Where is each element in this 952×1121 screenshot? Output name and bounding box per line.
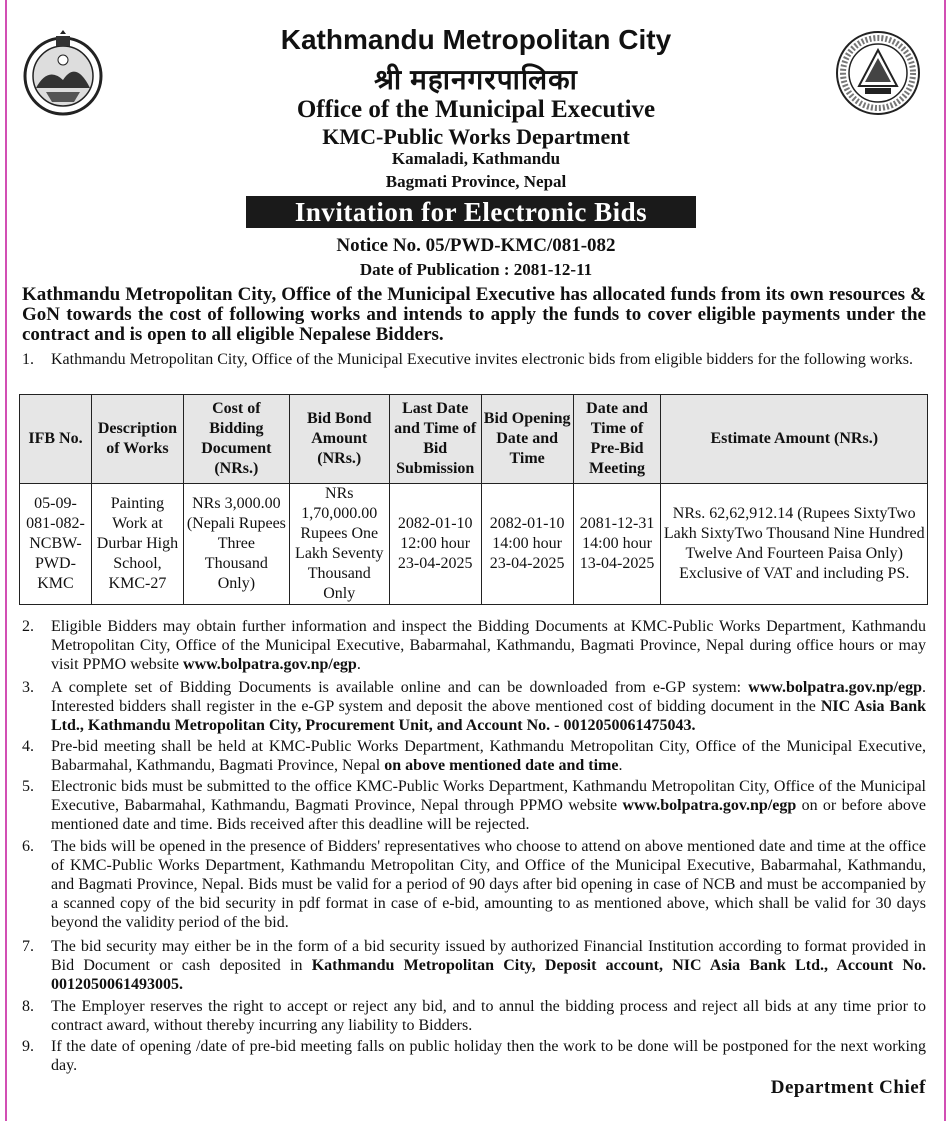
list-item xyxy=(22,837,926,932)
org-name: Kathmandu Metropolitan City xyxy=(280,24,672,55)
cell-last-date: 2082-01-10 12:00 hour 23-04-2025 xyxy=(389,484,481,605)
item-number: 8. xyxy=(22,998,34,1015)
item-text: If the date of opening /date of pre-bid meeting falls on public holiday then the work to be done will be postponed for the next working day. xyxy=(51,1038,926,1074)
bid-table xyxy=(19,394,928,605)
item-tail-text: . xyxy=(356,656,361,673)
item-number: 1. xyxy=(22,351,34,368)
item-bold-text: Kathmandu Metropolitan City, Deposit account, NIC Asia Bank Ltd., Account No. 0012050061493005. xyxy=(51,957,926,993)
cell-description: Painting Work at Durbar High School, KMC-27 xyxy=(91,484,183,605)
item-text: Eligible Bidders may obtain further information and inspect the Bidding Documents at KMC-Public Works Department, Kathmandu Metropolitan City, Office of the Municipal Executive, Babarmahal, Kathmandu, Bagmati Province, Nepal during office hours or may visit PPMO website xyxy=(51,618,926,673)
list-item xyxy=(22,350,926,369)
item-number: 2. xyxy=(22,618,34,635)
page-title: Invitation for Electronic Bids xyxy=(246,196,696,228)
office-name: Office of the Municipal Executive xyxy=(296,96,656,123)
header-cost: Cost of Bidding Document (NRs.) xyxy=(183,395,289,484)
list-item xyxy=(22,997,926,1035)
table-row xyxy=(20,484,928,605)
department-name: KMC-Public Works Department xyxy=(322,124,630,149)
header-bid-bond: Bid Bond Amount (NRs.) xyxy=(289,395,389,484)
address-line1: Kamaladi, Kathmandu xyxy=(391,149,561,168)
item-number: 7. xyxy=(22,938,34,955)
item-number: 6. xyxy=(22,838,34,855)
item-number: 9. xyxy=(22,1038,34,1055)
list-item xyxy=(22,617,926,674)
header-opening-date: Bid Opening Date and Time xyxy=(481,395,573,484)
item-text: The bids will be opened in the presence of Bidders' representatives who choose to attend on above mentioned date and time at the office of KMC-Public Works Department, Kathmandu Metropolitan City, and Office of the Municipal Executive, Babarmahal, Kathmandu, and Bagmati Province, Nepal. Bids must be valid for a period of 90 days after bid opening in case of NCB and must be accompanied by a scanned copy of the bid security in pdf format in case of e-bid, amounting to as mentioned above, which shall be valid for 30 days beyond the validity period of the bid. xyxy=(51,838,926,931)
item-text: Pre-bid meeting shall be held at KMC-Public Works Department, Kathmandu Metropolitan City, Office of the Municipal Executive, Babarmahal, Kathmandu, Bagmati Province, Nepal xyxy=(51,738,926,774)
item-text: The Employer reserves the right to accept or reject any bid, and to annul the bidding process and reject all bids at any time prior to contract award, without thereby incurring any liability to Bidders. xyxy=(51,998,926,1034)
item-mid-text: . Interested bidders shall register in the e-GP system and deposit the above mentioned cost of bidding document in the xyxy=(51,679,926,715)
item-number: 5. xyxy=(22,778,34,795)
header-prebid: Date and Time of Pre-Bid Meeting xyxy=(573,395,661,484)
item-bold-text: www.bolpatra.gov.np/egp xyxy=(622,797,797,814)
list-item xyxy=(22,1037,926,1075)
item-bold-text: on above mentioned date and time xyxy=(384,757,619,774)
table-header-row xyxy=(20,395,928,484)
notice-number: Notice No. 05/PWD-KMC/081-082 xyxy=(336,235,616,256)
list-item xyxy=(22,777,926,834)
publication-date: Date of Publication : 2081-12-11 xyxy=(359,260,593,279)
item-text: Electronic bids must be submitted to the office KMC-Public Works Department, Kathmandu Metropolitan City, Office of the Municipal Executive, Babarmahal, Kathmandu, Bagmati Province, Nepal through PPMO website xyxy=(51,778,926,814)
intro-paragraph: Kathmandu Metropolitan City, Office of the Municipal Executive has allocated funds from its own resources & GoN towards the cost of following works and intends to apply the funds to cover eligible payments under the contract and is open to all eligible Nepalese Bidders. xyxy=(22,284,926,345)
item-bold-text-2: NIC Asia Bank Ltd., Kathmandu Metropolitan City, Procurement Unit, and Account No. - 0012050061475043. xyxy=(51,698,926,734)
item-number: 3. xyxy=(22,679,34,696)
item-text: The bid security may either be in the form of a bid security issued by authorized Financial Institution according to format provided in Bid Document or cash deposited in xyxy=(51,938,926,974)
header-description: Description of Works xyxy=(91,395,183,484)
list-item xyxy=(22,737,926,775)
signature-title: Department Chief xyxy=(770,1077,926,1098)
list-item xyxy=(22,678,926,735)
header-last-date: Last Date and Time of Bid Submission xyxy=(389,395,481,484)
cell-estimate: NRs. 62,62,912.14 (Rupees SixtyTwo Lakh SixtyTwo Thousand Nine Hundred Twelve And Fourteen Paisa Only) Exclusive of VAT and including PS. xyxy=(661,484,928,605)
list-item xyxy=(22,937,926,994)
cell-cost: NRs 3,000.00 (Nepali Rupees Three Thousand Only) xyxy=(183,484,289,605)
cell-bid-bond: NRs 1,70,000.00 Rupees One Lakh Seventy Thousand Only xyxy=(289,484,389,605)
item-bold-text: www.bolpatra.gov.np/egp xyxy=(183,656,357,673)
item-text: Kathmandu Metropolitan City, Office of the Municipal Executive invites electronic bids from eligible bidders for the following works. xyxy=(51,351,914,368)
item-bold-text: www.bolpatra.gov.np/egp xyxy=(748,679,922,696)
item-number: 4. xyxy=(22,738,34,755)
org-name-nepali: श्री महानगरपालिका xyxy=(374,65,578,96)
item-text: A complete set of Bidding Documents is available online and can be downloaded from e-GP system: xyxy=(51,679,749,696)
cell-ifb-no: 05-09-081-082-NCBW-PWD-KMC xyxy=(20,484,92,605)
address-line2: Bagmati Province, Nepal xyxy=(385,172,567,191)
item-tail-text: . xyxy=(618,757,623,774)
cell-opening-date: 2082-01-10 14:00 hour 23-04-2025 xyxy=(481,484,573,605)
header-estimate: Estimate Amount (NRs.) xyxy=(661,395,928,484)
item-tail-text: on or before above mentioned date and time. Bids received after this deadline will be rejected. xyxy=(51,797,926,833)
header-ifb-no: IFB No. xyxy=(20,395,92,484)
cell-prebid: 2081-12-31 14:00 hour 13-04-2025 xyxy=(573,484,661,605)
